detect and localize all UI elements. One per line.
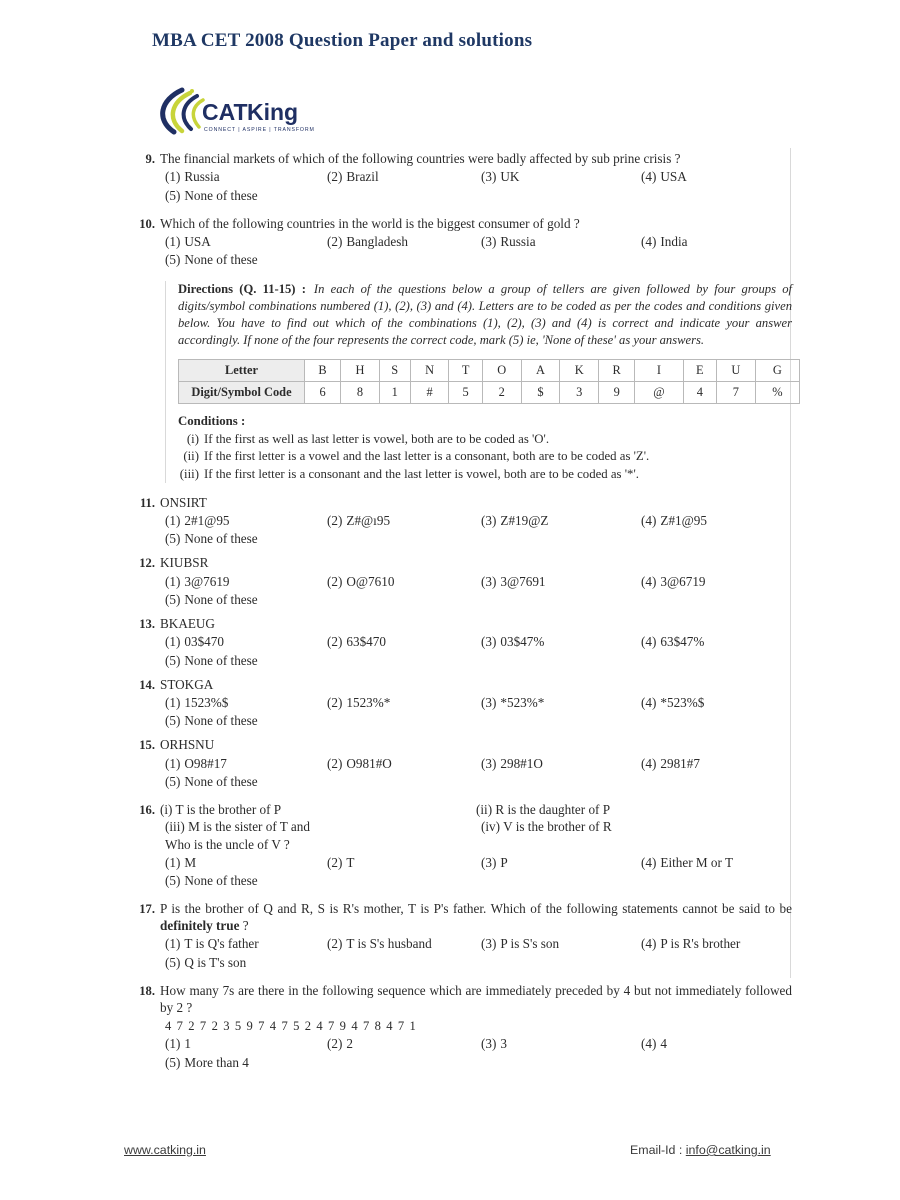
option-label: (3): [481, 1036, 497, 1052]
option-text: India: [660, 234, 688, 250]
option-label: (2): [327, 1036, 343, 1052]
option-text: 2: [346, 1036, 353, 1052]
page-title: MBA CET 2008 Question Paper and solutions: [152, 30, 533, 51]
letter-cell: O: [482, 360, 521, 382]
footer-website-link[interactable]: [124, 1143, 206, 1157]
svg-text:King: King: [247, 99, 299, 125]
question-text: [160, 900, 792, 934]
question-text-part2: ?: [239, 918, 249, 934]
option-label: (2): [327, 513, 343, 529]
option-label: (2): [327, 936, 343, 952]
code-cell: @: [635, 382, 683, 404]
option-label: (3): [481, 634, 497, 650]
option-label: (4): [641, 1036, 657, 1052]
option-label: (2): [327, 169, 343, 185]
letter-cell: R: [599, 360, 635, 382]
option-4[interactable]: [641, 168, 687, 185]
option-row: [165, 935, 792, 952]
option-4[interactable]: [641, 694, 704, 711]
catking-logo: [152, 86, 322, 138]
option-text: 1: [184, 1036, 191, 1052]
row-header-letter: Letter: [179, 360, 305, 382]
letter-cell: I: [635, 360, 683, 382]
option-label: (3): [481, 169, 497, 185]
option-text: *523%$: [660, 695, 705, 711]
option-1[interactable]: [165, 854, 327, 871]
option-1[interactable]: [165, 233, 327, 250]
option-text: Q is T's son: [184, 954, 247, 970]
option-label: (3): [481, 234, 497, 250]
option-text: 63$470: [346, 634, 386, 650]
option-1[interactable]: [165, 694, 327, 711]
conditions-title: Conditions :: [178, 414, 246, 429]
letter-cell: E: [683, 360, 716, 382]
question-number: 9.: [145, 152, 155, 166]
option-4[interactable]: [641, 854, 733, 871]
option-text: 298#1O: [500, 755, 543, 771]
letter-cell: G: [755, 360, 799, 382]
letter-code-table: [178, 359, 800, 404]
option-text: 2#1@95: [184, 513, 230, 529]
question-number: 18.: [139, 983, 155, 998]
option-row: [165, 573, 792, 590]
option-label: (1): [165, 169, 181, 185]
email-label: Email-Id :: [630, 1143, 686, 1157]
option-label: (5): [165, 872, 181, 888]
letter-cell: T: [449, 360, 482, 382]
statement-text: M is the sister of T and: [188, 819, 310, 835]
letter-cell: U: [717, 360, 756, 382]
statement-number: (iii): [165, 819, 185, 835]
option-label: (4): [641, 936, 657, 952]
option-text: 1523%$: [184, 695, 229, 711]
option-label: (2): [327, 695, 343, 711]
option-row: [165, 512, 792, 529]
statement-row-2: [165, 818, 792, 835]
question-text-part1: P is the brother of Q and R, S is R's mother, T is P's father. Which of the following statements cannot be said to be: [160, 901, 792, 917]
option-3[interactable]: [481, 755, 641, 772]
option-2[interactable]: [327, 512, 481, 529]
option-text: M: [184, 854, 197, 870]
option-label: (1): [165, 936, 181, 952]
option-1[interactable]: [165, 935, 327, 952]
option-text: Z#@ı95: [346, 513, 391, 529]
condition-item: [178, 448, 792, 465]
option-1[interactable]: [165, 512, 327, 529]
option-text: 1523%*: [346, 695, 391, 711]
option-text: USA: [660, 169, 687, 185]
option-2[interactable]: [327, 694, 481, 711]
option-5[interactable]: [165, 954, 792, 971]
option-text: 4: [660, 1036, 667, 1052]
code-cell: %: [755, 382, 799, 404]
option-row: [165, 1035, 792, 1052]
letter-cell: K: [560, 360, 599, 382]
option-3[interactable]: [481, 233, 641, 250]
website-url: www.catking.in: [124, 1143, 206, 1157]
option-text: Russia: [500, 234, 536, 250]
condition-number: (iii): [179, 466, 199, 481]
question-number: 12.: [139, 556, 155, 571]
option-label: (5): [165, 713, 181, 729]
option-text: *523%*: [500, 695, 545, 711]
statement-number: (i): [160, 802, 173, 818]
question-text: The financial markets of which of the following countries were badly affected by sub prine crisis ?: [160, 151, 681, 166]
option-1[interactable]: [165, 633, 327, 650]
question-12: [136, 554, 792, 608]
option-label: (1): [165, 1036, 181, 1052]
option-text: 03$470: [184, 634, 224, 650]
option-text: USA: [184, 234, 211, 250]
option-2[interactable]: [327, 573, 481, 590]
option-label: (2): [327, 234, 343, 250]
question-prompt: Who is the uncle of V ?: [165, 836, 290, 852]
option-2[interactable]: [327, 1035, 481, 1052]
option-row: [165, 854, 792, 871]
option-5[interactable]: [165, 187, 792, 204]
option-text: None of these: [184, 187, 258, 203]
question-text: ORHSNU: [160, 737, 215, 753]
question-13: [136, 615, 792, 669]
option-1[interactable]: [165, 755, 327, 772]
option-text: 03$47%: [500, 634, 545, 650]
option-row: [165, 694, 792, 711]
option-label: (4): [641, 234, 657, 250]
question-number: 13.: [139, 617, 155, 632]
option-label: (4): [641, 695, 657, 711]
option-label: (1): [165, 854, 181, 870]
question-10: [136, 215, 792, 269]
option-text: None of these: [184, 252, 258, 268]
option-label: (2): [327, 755, 343, 771]
conditions-list: [178, 431, 792, 482]
option-label: (4): [641, 755, 657, 771]
option-label: (5): [165, 591, 181, 607]
option-5[interactable]: [165, 1054, 792, 1071]
letter-cell: B: [305, 360, 341, 382]
option-text: P: [500, 854, 508, 870]
footer-email: [630, 1143, 771, 1157]
option-5[interactable]: [165, 530, 792, 547]
option-4[interactable]: [641, 512, 707, 529]
question-number: 15.: [139, 738, 155, 753]
condition-text: If the first as well as last letter is vowel, both are to be coded as 'O'.: [204, 432, 550, 447]
option-text: T: [346, 854, 355, 870]
option-label: (5): [165, 773, 181, 789]
question-number: 10.: [139, 216, 155, 231]
option-label: (1): [165, 234, 181, 250]
code-cell: 5: [449, 382, 482, 404]
svg-text:CAT: CAT: [202, 99, 248, 125]
option-4[interactable]: [641, 233, 688, 250]
option-5[interactable]: [165, 773, 792, 790]
option-text: None of these: [184, 531, 258, 547]
question-16: [136, 801, 792, 889]
option-text: 2981#7: [660, 755, 700, 771]
condition-number: (ii): [183, 449, 199, 464]
table-row-codes: [179, 382, 800, 404]
option-5[interactable]: [165, 591, 792, 608]
directions-lead: Directions (Q. 11-15) :: [178, 282, 306, 297]
option-label: (2): [327, 854, 343, 870]
option-text: Brazil: [346, 169, 379, 185]
option-5[interactable]: [165, 712, 792, 729]
option-label: (4): [641, 169, 657, 185]
option-row: [165, 233, 792, 250]
option-text: None of these: [184, 652, 258, 668]
option-text: None of these: [184, 872, 258, 888]
question-14: [136, 676, 792, 730]
option-text: T is S's husband: [346, 936, 432, 952]
letter-cell: H: [341, 360, 380, 382]
option-label: (3): [481, 936, 497, 952]
option-text: More than 4: [184, 1054, 249, 1070]
option-3[interactable]: [481, 935, 641, 952]
option-4[interactable]: [641, 935, 740, 952]
letter-cell: S: [379, 360, 410, 382]
option-label: (3): [481, 573, 497, 589]
option-label: (1): [165, 513, 181, 529]
code-cell: 9: [599, 382, 635, 404]
code-cell: 6: [305, 382, 341, 404]
option-text: 3@7619: [184, 573, 230, 589]
condition-text: If the first letter is a consonant and the last letter is vowel, both are to be coded as '*'.: [204, 466, 639, 481]
option-text: Russia: [184, 169, 220, 185]
option-3[interactable]: [481, 573, 641, 590]
option-2[interactable]: [327, 633, 481, 650]
question-15: [136, 736, 792, 790]
question-number: 16.: [139, 803, 155, 818]
option-label: (1): [165, 695, 181, 711]
option-label: (2): [327, 573, 343, 589]
question-list: [136, 150, 792, 1078]
option-text: None of these: [184, 591, 258, 607]
option-label: (5): [165, 1054, 181, 1070]
option-label: (5): [165, 954, 181, 970]
statement-text: T is the brother of P: [175, 802, 282, 818]
statement-i: [160, 801, 476, 818]
option-text: P is R's brother: [660, 936, 741, 952]
question-number: 17.: [139, 902, 155, 917]
statement-iii: [165, 818, 481, 835]
question-text: STOKGA: [160, 676, 214, 692]
row-header-code: Digit/Symbol Code: [179, 382, 305, 404]
option-3[interactable]: [481, 694, 641, 711]
option-text: Z#19@Z: [500, 513, 549, 529]
statement-number: (iv): [481, 819, 501, 835]
option-label: (1): [165, 573, 181, 589]
option-text: 3: [500, 1036, 507, 1052]
question-18: [136, 982, 792, 1071]
option-2[interactable]: [327, 854, 481, 871]
option-4[interactable]: [641, 755, 700, 772]
question-17: [136, 900, 792, 971]
option-label: (4): [641, 854, 657, 870]
option-row: [165, 755, 792, 772]
number-sequence: 4 7 2 7 2 3 5 9 7 4 7 5 2 4 7 9 4 7 8 4 7 1: [165, 1018, 417, 1033]
code-cell: 7: [717, 382, 756, 404]
option-4[interactable]: [641, 573, 706, 590]
directions-text: [178, 281, 792, 348]
question-text: Which of the following countries in the world is the biggest consumer of gold ?: [160, 215, 580, 231]
question-number: 14.: [139, 677, 155, 692]
condition-item: [178, 431, 792, 448]
option-label: (2): [327, 634, 343, 650]
option-row: [165, 168, 792, 185]
option-label: (3): [481, 695, 497, 711]
statement-text: R is the daughter of P: [495, 802, 611, 818]
code-cell: $: [521, 382, 560, 404]
option-1[interactable]: [165, 168, 327, 185]
option-text: None of these: [184, 713, 258, 729]
option-3[interactable]: [481, 633, 641, 650]
directions-body: In each of the questions below a group of tellers are given followed by four groups of digits/symbol combinations numbered (1), (2), (3) and (4). Letters are to be coded as per the codes and conditions given below. You have to find out which of the combinations (1), (2), (3) and (4) is correct and indicate your answer accordingly. If none of the four represents the correct code, mark (5) ie, 'None of these' as your answers.: [178, 282, 792, 347]
code-cell: 4: [683, 382, 716, 404]
option-3[interactable]: [481, 854, 641, 871]
question-11: [136, 494, 792, 548]
question-text: ONSIRT: [160, 494, 207, 510]
option-5[interactable]: [165, 251, 792, 268]
option-text: Either M or T: [660, 854, 734, 870]
svg-text:CONNECT | ASPIRE | TRANSFORM: CONNECT | ASPIRE | TRANSFORM: [204, 127, 315, 133]
option-label: (4): [641, 634, 657, 650]
option-text: 63$47%: [660, 634, 705, 650]
option-label: (1): [165, 634, 181, 650]
option-5[interactable]: [165, 872, 792, 889]
page-footer: [0, 1143, 900, 1167]
option-text: UK: [500, 169, 520, 185]
code-cell: 2: [482, 382, 521, 404]
option-text: 3@6719: [660, 573, 706, 589]
option-4[interactable]: [641, 1035, 667, 1052]
option-text: Z#1@95: [660, 513, 707, 529]
option-text: O@7610: [346, 573, 395, 589]
option-label: (4): [641, 513, 657, 529]
option-2[interactable]: [327, 935, 481, 952]
table-row-letters: [179, 360, 800, 382]
option-label: (5): [165, 187, 181, 203]
letter-cell: N: [410, 360, 449, 382]
option-3[interactable]: [481, 512, 641, 529]
option-text: O98#17: [184, 755, 227, 771]
statement-iv: [481, 818, 792, 835]
option-1[interactable]: [165, 573, 327, 590]
option-text: O981#O: [346, 755, 392, 771]
condition-number: (i): [186, 432, 199, 447]
statement-text: V is the brother of R: [503, 819, 612, 835]
directions-block: [165, 281, 792, 482]
option-1[interactable]: [165, 1035, 327, 1052]
option-2[interactable]: [327, 233, 481, 250]
code-cell: 1: [379, 382, 410, 404]
option-4[interactable]: [641, 633, 704, 650]
question-9: [136, 150, 792, 204]
option-label: (3): [481, 513, 497, 529]
option-text: 3@7691: [500, 573, 546, 589]
option-row: [165, 633, 792, 650]
question-text: How many 7s are there in the following sequence which are immediately preceded by 4 but not immediately followed by 2 ?: [160, 982, 792, 1015]
letter-cell: A: [521, 360, 560, 382]
option-3[interactable]: [481, 1035, 641, 1052]
code-cell: #: [410, 382, 449, 404]
option-label: (3): [481, 854, 497, 870]
question-text: KIUBSR: [160, 555, 209, 571]
option-text: None of these: [184, 773, 258, 789]
option-label: (5): [165, 531, 181, 547]
question-text-emphasis: definitely true: [160, 918, 240, 934]
code-cell: 8: [341, 382, 380, 404]
code-cell: 3: [560, 382, 599, 404]
option-label: (5): [165, 652, 181, 668]
question-text: BKAEUG: [160, 616, 215, 632]
option-label: (4): [641, 573, 657, 589]
option-text: T is Q's father: [184, 936, 259, 952]
email-link[interactable]: info@catking.in: [685, 1143, 771, 1157]
option-text: Bangladesh: [346, 234, 408, 250]
option-2[interactable]: [327, 168, 481, 185]
statement-number: (ii): [476, 802, 493, 818]
option-5[interactable]: [165, 652, 792, 669]
question-number: 11.: [139, 495, 155, 510]
option-2[interactable]: [327, 755, 481, 772]
statement-ii: [476, 801, 792, 818]
condition-item: [178, 466, 792, 483]
option-text: P is S's son: [500, 936, 560, 952]
option-label: (3): [481, 755, 497, 771]
condition-text: If the first letter is a vowel and the last letter is a consonant, both are to be coded as 'Z'.: [204, 449, 650, 464]
option-3[interactable]: [481, 168, 641, 185]
option-label: (5): [165, 252, 181, 268]
option-label: (1): [165, 755, 181, 771]
